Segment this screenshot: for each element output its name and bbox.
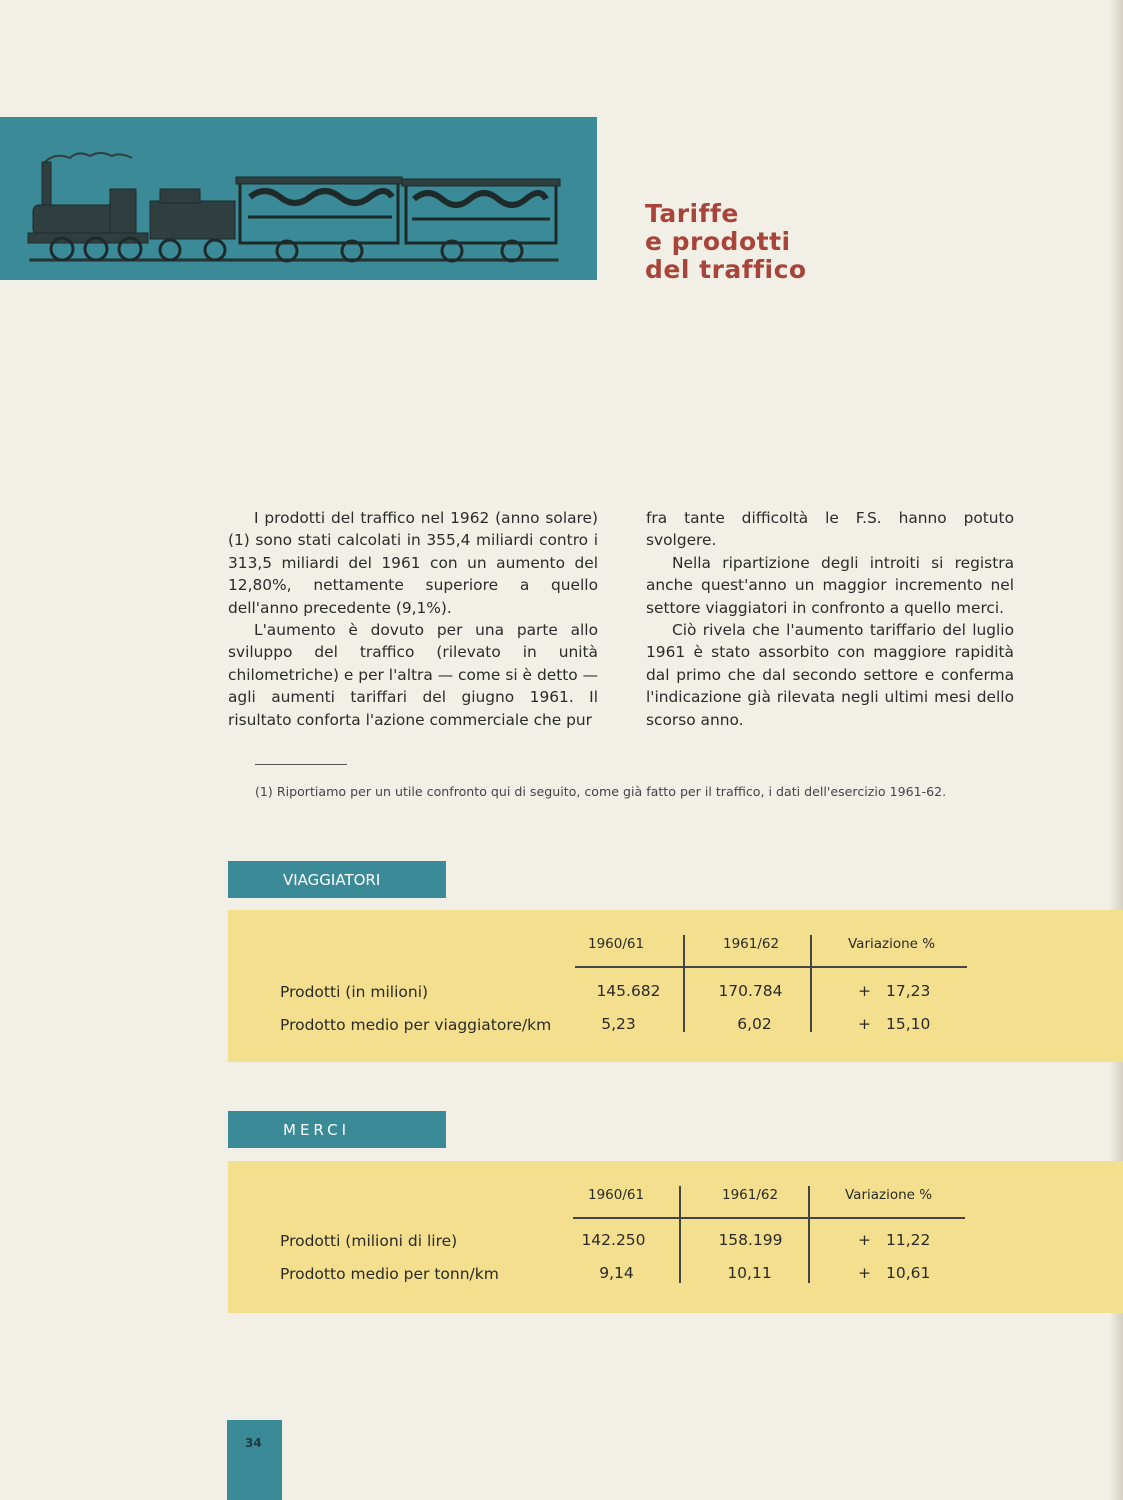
column-header: 1960/61 xyxy=(588,936,645,952)
variation-sign: + xyxy=(858,1264,871,1282)
paragraph: I prodotti del traffico nel 1962 (anno solare) (1) sono stati calcolati in 355,4 miliardi contro i 313,5 miliardi del 1961 con un aumento del 12,80%, nettamente superiore a quello dell'anno precedente (9,1%). xyxy=(228,509,598,617)
footnote-rule xyxy=(255,764,347,765)
cell-value: 10,11 xyxy=(727,1264,772,1282)
row-label: Prodotto medio per viaggiatore/km xyxy=(280,1016,552,1034)
row-label: Prodotti (milioni di lire) xyxy=(280,1232,458,1250)
page-title xyxy=(645,200,807,284)
cell-value: 6,02 xyxy=(737,1015,772,1033)
text-column-right xyxy=(646,507,1014,731)
variation-value: 17,23 xyxy=(886,982,931,1000)
section-tag-label: MERCI xyxy=(283,1120,350,1139)
variation-value: 11,22 xyxy=(886,1231,931,1249)
section-tag-label: VIAGGIATORI xyxy=(283,870,381,889)
column-header: 1961/62 xyxy=(722,1187,779,1203)
paragraph: Nella ripartizione degli introiti si registra anche quest'anno un maggior incremento nel settore viaggiatori in confronto a quello merci. xyxy=(646,553,1014,617)
cell-value: 158.199 xyxy=(718,1231,783,1249)
page-number: 34 xyxy=(245,1436,262,1450)
footnote: (1) Riportiamo per un utile confronto qui di seguito, come già fatto per il traffico, i dati dell'esercizio 1961-62. xyxy=(255,784,947,799)
paragraph: fra tante difficoltà le F.S. hanno potuto svolgere. xyxy=(646,509,1014,550)
header-rule xyxy=(573,1217,965,1219)
column-divider xyxy=(679,1186,681,1283)
page-number-box xyxy=(227,1420,282,1500)
variation-sign: + xyxy=(858,1231,871,1249)
section-tag-viaggiatori xyxy=(228,861,446,898)
column-divider xyxy=(683,935,685,1032)
column-header: 1960/61 xyxy=(588,1187,645,1203)
text-column-left xyxy=(228,507,598,731)
header-rule xyxy=(575,966,967,968)
table-viaggiatori xyxy=(228,910,1123,1062)
paragraph: Ciò rivela che l'aumento tariffario del luglio 1961 è stato assorbito con maggiore rapidità dal primo che dal secondo settore e conferma l'indicazione già rilevata negli ultimi mesi dello scorso anno. xyxy=(646,621,1014,729)
title-line: del traffico xyxy=(645,255,807,284)
steam-train-illustration xyxy=(0,117,597,280)
cell-value: 142.250 xyxy=(581,1231,646,1249)
cell-value: 5,23 xyxy=(601,1015,636,1033)
variation-sign: + xyxy=(858,982,871,1000)
title-line: Tariffe xyxy=(645,199,739,228)
section-tag-merci xyxy=(228,1111,446,1148)
variation-sign: + xyxy=(858,1015,871,1033)
cell-value: 145.682 xyxy=(596,982,661,1000)
cell-value: 170.784 xyxy=(718,982,783,1000)
title-line: e prodotti xyxy=(645,227,791,256)
table-merci xyxy=(228,1161,1123,1313)
column-header: Variazione % xyxy=(848,936,936,952)
column-header: 1961/62 xyxy=(723,936,780,952)
variation-value: 10,61 xyxy=(886,1264,931,1282)
variation-value: 15,10 xyxy=(886,1015,931,1033)
header-banner xyxy=(0,117,597,280)
cell-value: 9,14 xyxy=(599,1264,634,1282)
row-label: Prodotto medio per tonn/km xyxy=(280,1265,499,1283)
column-divider xyxy=(808,1186,810,1283)
row-label: Prodotti (in milioni) xyxy=(280,983,429,1001)
paragraph: L'aumento è dovuto per una parte allo sviluppo del traffico (rilevato in unità chilometriche) e per l'altra — come si è detto — agli aumenti tariffari del giugno 1961. Il risultato conforta l'azione commerciale che pur xyxy=(228,621,598,729)
column-divider xyxy=(810,935,812,1032)
column-header: Variazione % xyxy=(845,1187,933,1203)
